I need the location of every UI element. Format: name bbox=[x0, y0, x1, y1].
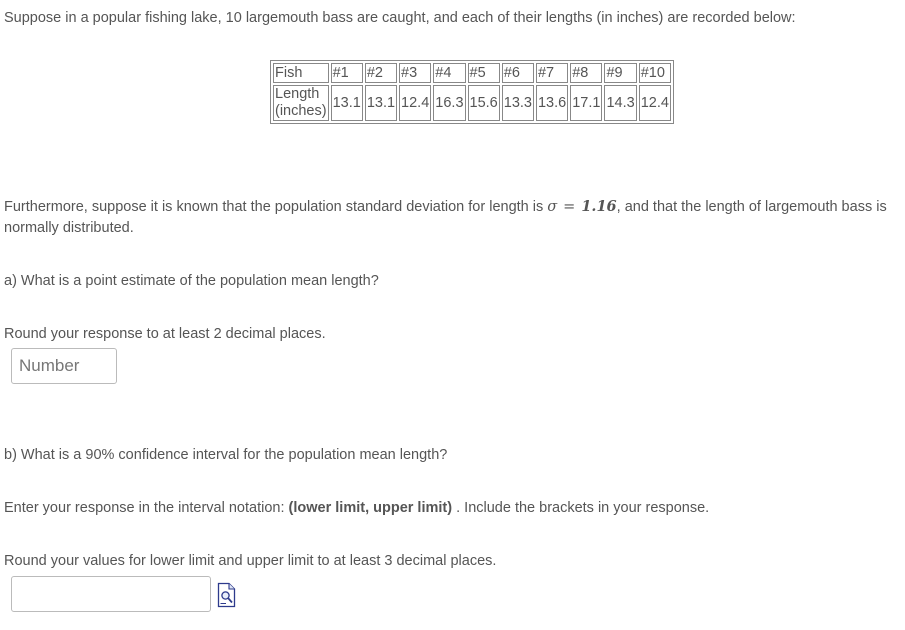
sigma-symbol: σ bbox=[547, 199, 558, 215]
part-b-instruction-before: Enter your response in the interval notation: bbox=[4, 500, 289, 516]
part-b-question: b) What is a 90% confidence interval for the population mean length? bbox=[4, 447, 448, 463]
length-cell: 13.3 bbox=[502, 85, 534, 121]
length-cell: 16.3 bbox=[433, 85, 465, 121]
interval-notation: (lower limit, upper limit) bbox=[288, 500, 453, 516]
fish-cell: #6 bbox=[502, 63, 534, 83]
fish-cell: #4 bbox=[433, 63, 465, 83]
part-a-instruction: Round your response to at least 2 decimal places. bbox=[4, 326, 326, 342]
length-cell: 12.4 bbox=[399, 85, 431, 121]
length-cell: 17.1 bbox=[570, 85, 602, 121]
fish-cell: #10 bbox=[639, 63, 671, 83]
fish-length-table bbox=[270, 60, 674, 124]
point-estimate-input[interactable] bbox=[11, 348, 117, 384]
sigma-paragraph bbox=[4, 196, 902, 239]
part-a-question: a) What is a point estimate of the population mean length? bbox=[4, 273, 379, 289]
equals-sign: = bbox=[563, 199, 576, 215]
fish-cell: #5 bbox=[468, 63, 500, 83]
sigma-text-after: , and that the length of largemouth bass is normally distributed. bbox=[4, 199, 887, 236]
fish-cell: #7 bbox=[536, 63, 568, 83]
table-row-fish bbox=[273, 63, 671, 83]
sigma-text-before: Furthermore, suppose it is known that the population standard deviation for length is bbox=[4, 199, 548, 215]
row-label-line1: Length bbox=[275, 86, 320, 102]
length-cell: 14.3 bbox=[604, 85, 636, 121]
sigma-value: 1.16 bbox=[581, 198, 617, 215]
fish-cell: #9 bbox=[604, 63, 636, 83]
table-row-label bbox=[273, 85, 329, 121]
length-cell: 12.4 bbox=[639, 85, 671, 121]
part-b-instruction-after: . Include the brackets in your response. bbox=[452, 500, 710, 516]
length-cell: 15.6 bbox=[468, 85, 500, 121]
fish-cell: #3 bbox=[399, 63, 431, 83]
fish-cell: #8 bbox=[570, 63, 602, 83]
row-label-line2: (inches) bbox=[275, 103, 327, 119]
part-b-rounding: Round your values for lower limit and upper limit to at least 3 decimal places. bbox=[4, 553, 497, 569]
length-cell: 13.6 bbox=[536, 85, 568, 121]
table-header-label: Fish bbox=[273, 63, 329, 83]
intro-text: Suppose in a popular fishing lake, 10 largemouth bass are caught, and each of their lengths (in inches) are recorded below: bbox=[4, 10, 796, 26]
table-row-length bbox=[273, 85, 671, 121]
fish-cell: #1 bbox=[331, 63, 363, 83]
fish-cell: #2 bbox=[365, 63, 397, 83]
preview-document-icon[interactable] bbox=[217, 582, 236, 608]
part-b-instruction bbox=[4, 500, 709, 516]
length-cell: 13.1 bbox=[331, 85, 363, 121]
length-cell: 13.1 bbox=[365, 85, 397, 121]
confidence-interval-input[interactable] bbox=[11, 576, 211, 612]
